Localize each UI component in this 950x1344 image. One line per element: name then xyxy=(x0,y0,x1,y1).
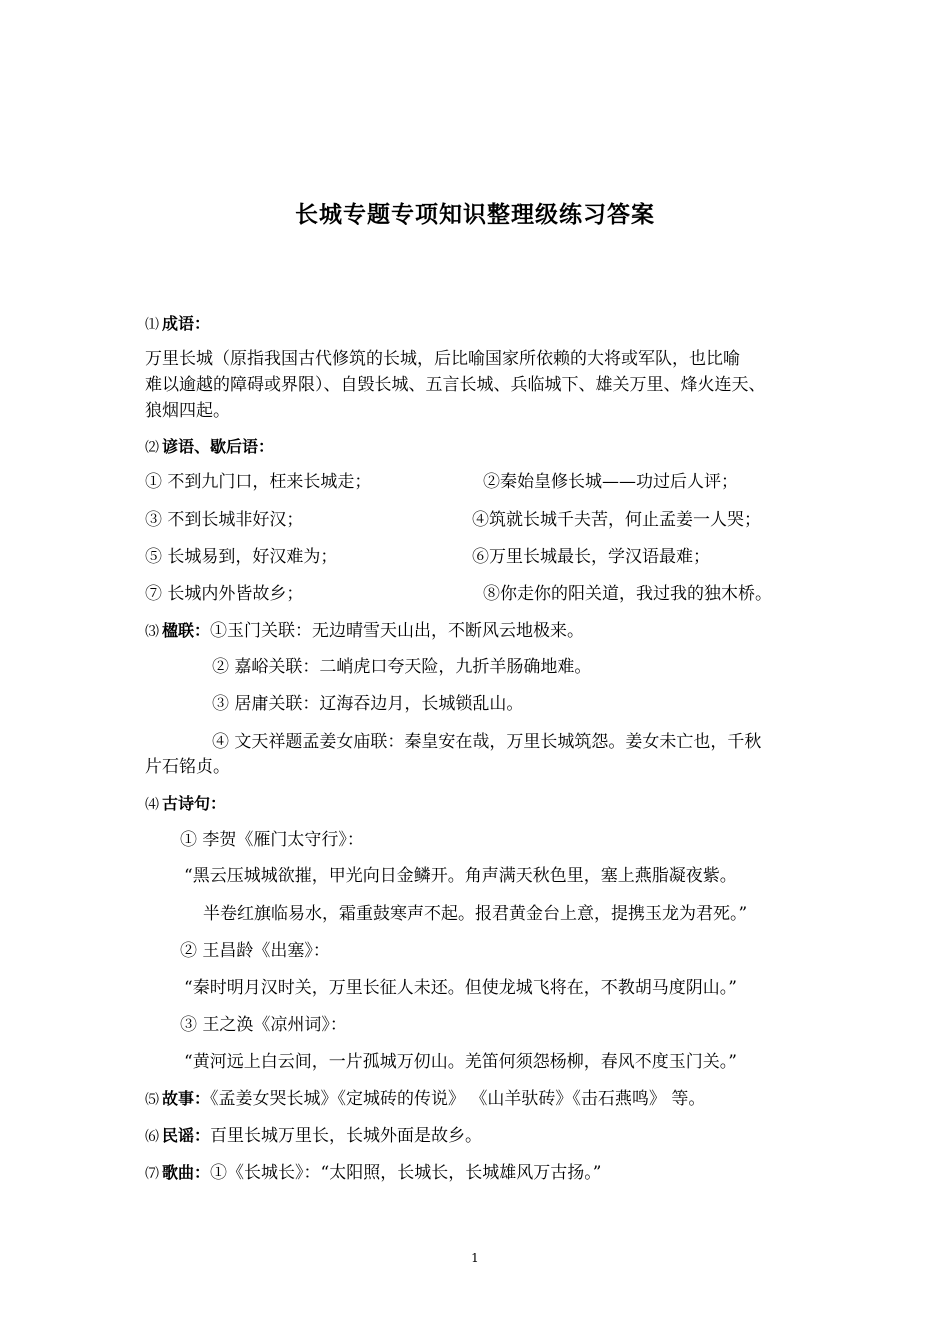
couplet-line: ①玉门关联：无边晴雪天山出，不断风云地极来。 xyxy=(210,621,585,641)
section-1-heading xyxy=(145,312,210,337)
section-title: 歌曲： xyxy=(162,1163,211,1182)
section-text: ①《长城长》：“太阳照，长城长，长城雄风万古扬。” xyxy=(210,1163,602,1183)
page-title: 长城专题专项知识整理级练习答案 xyxy=(295,202,655,228)
proverb-item: ③ 不到长城非好汉； xyxy=(145,510,304,530)
couplet-line: ④ 文天祥题孟姜女庙联：秦皇安在哉，万里长城筑怨。姜女未亡也，千秋 xyxy=(212,732,762,752)
proverb-item: ④筑就长城千夫苦，何止孟姜一人哭； xyxy=(472,510,761,530)
section-text: 《孟姜女哭长城》《定城砖的传说》 《山羊驮砖》《击石燕鸣》 等。 xyxy=(210,1089,706,1109)
section-title: 故事： xyxy=(162,1089,211,1108)
section-7 xyxy=(145,1161,601,1186)
poem-title: ③ 王之涣《凉州词》： xyxy=(180,1015,347,1035)
section-text: 百里长城万里长，长城外面是故乡。 xyxy=(210,1126,483,1146)
section-title: 谚语、歇后语： xyxy=(162,437,275,456)
poem-line: “秦时明月汉时关，万里长征人未还。但使龙城飞将在，不教胡马度阴山。” xyxy=(184,978,737,998)
section-number: ⑵ xyxy=(145,440,159,456)
proverb-item: ⑧你走你的阳关道，我过我的独木桥。 xyxy=(483,584,772,604)
section-5 xyxy=(145,1087,705,1112)
section-number: ⑸ xyxy=(145,1092,159,1108)
proverb-item: ⑤ 长城易到，好汉难为； xyxy=(145,547,338,567)
section-title: 民谣： xyxy=(162,1126,211,1145)
page-number: 1 xyxy=(471,1251,479,1265)
text-line: 万里长城（原指我国古代修筑的长城，后比喻国家所依赖的大将或军队，也比喻 xyxy=(145,349,740,369)
section-2-heading xyxy=(145,435,274,460)
proverb-item: ⑥万里长城最长，学汉语最难； xyxy=(472,547,710,567)
section-number: ⑹ xyxy=(145,1129,159,1145)
couplet-line: ② 嘉峪关联：二峭虎口夸天险，九折羊肠确地难。 xyxy=(212,657,592,677)
section-6 xyxy=(145,1124,482,1149)
poem-title: ② 王昌龄《出塞》： xyxy=(180,941,330,961)
section-title: 楹联： xyxy=(162,621,211,640)
text-line: 难以逾越的障碍或界限）、自毁长城、五言长城、兵临城下、雄关万里、烽火连天、 xyxy=(145,375,766,395)
poem-title: ① 李贺《雁门太守行》： xyxy=(180,830,364,850)
section-number: ⑶ xyxy=(145,624,159,640)
couplet-line: ③ 居庸关联：辽海吞边月，长城锁乱山。 xyxy=(212,694,524,714)
text-line: 狼烟四起。 xyxy=(145,401,230,421)
section-3-heading xyxy=(145,619,584,644)
section-number: ⑷ xyxy=(145,797,159,813)
section-4-heading xyxy=(145,792,226,817)
section-number: ⑺ xyxy=(145,1166,159,1182)
section-title: 成语： xyxy=(162,314,211,333)
poem-line: 半卷红旗临易水，霜重鼓寒声不起。报君黄金台上意，提携玉龙为君死。” xyxy=(203,904,748,924)
section-number: ⑴ xyxy=(145,317,159,333)
proverb-item: ⑦ 长城内外皆故乡； xyxy=(145,584,304,604)
proverb-item: ① 不到九门口，枉来长城走； xyxy=(145,472,372,492)
section-title: 古诗句： xyxy=(162,794,227,813)
couplet-line: 片石铭贞。 xyxy=(145,757,230,777)
poem-line: “黑云压城城欲摧，甲光向日金鳞开。角声满天秋色里，塞上燕脂凝夜紫。 xyxy=(184,866,737,886)
poem-line: “黄河远上白云间，一片孤城万仞山。羌笛何须怨杨柳，春风不度玉门关。” xyxy=(184,1052,737,1072)
proverb-item: ②秦始皇修长城——功过后人评； xyxy=(483,472,738,492)
